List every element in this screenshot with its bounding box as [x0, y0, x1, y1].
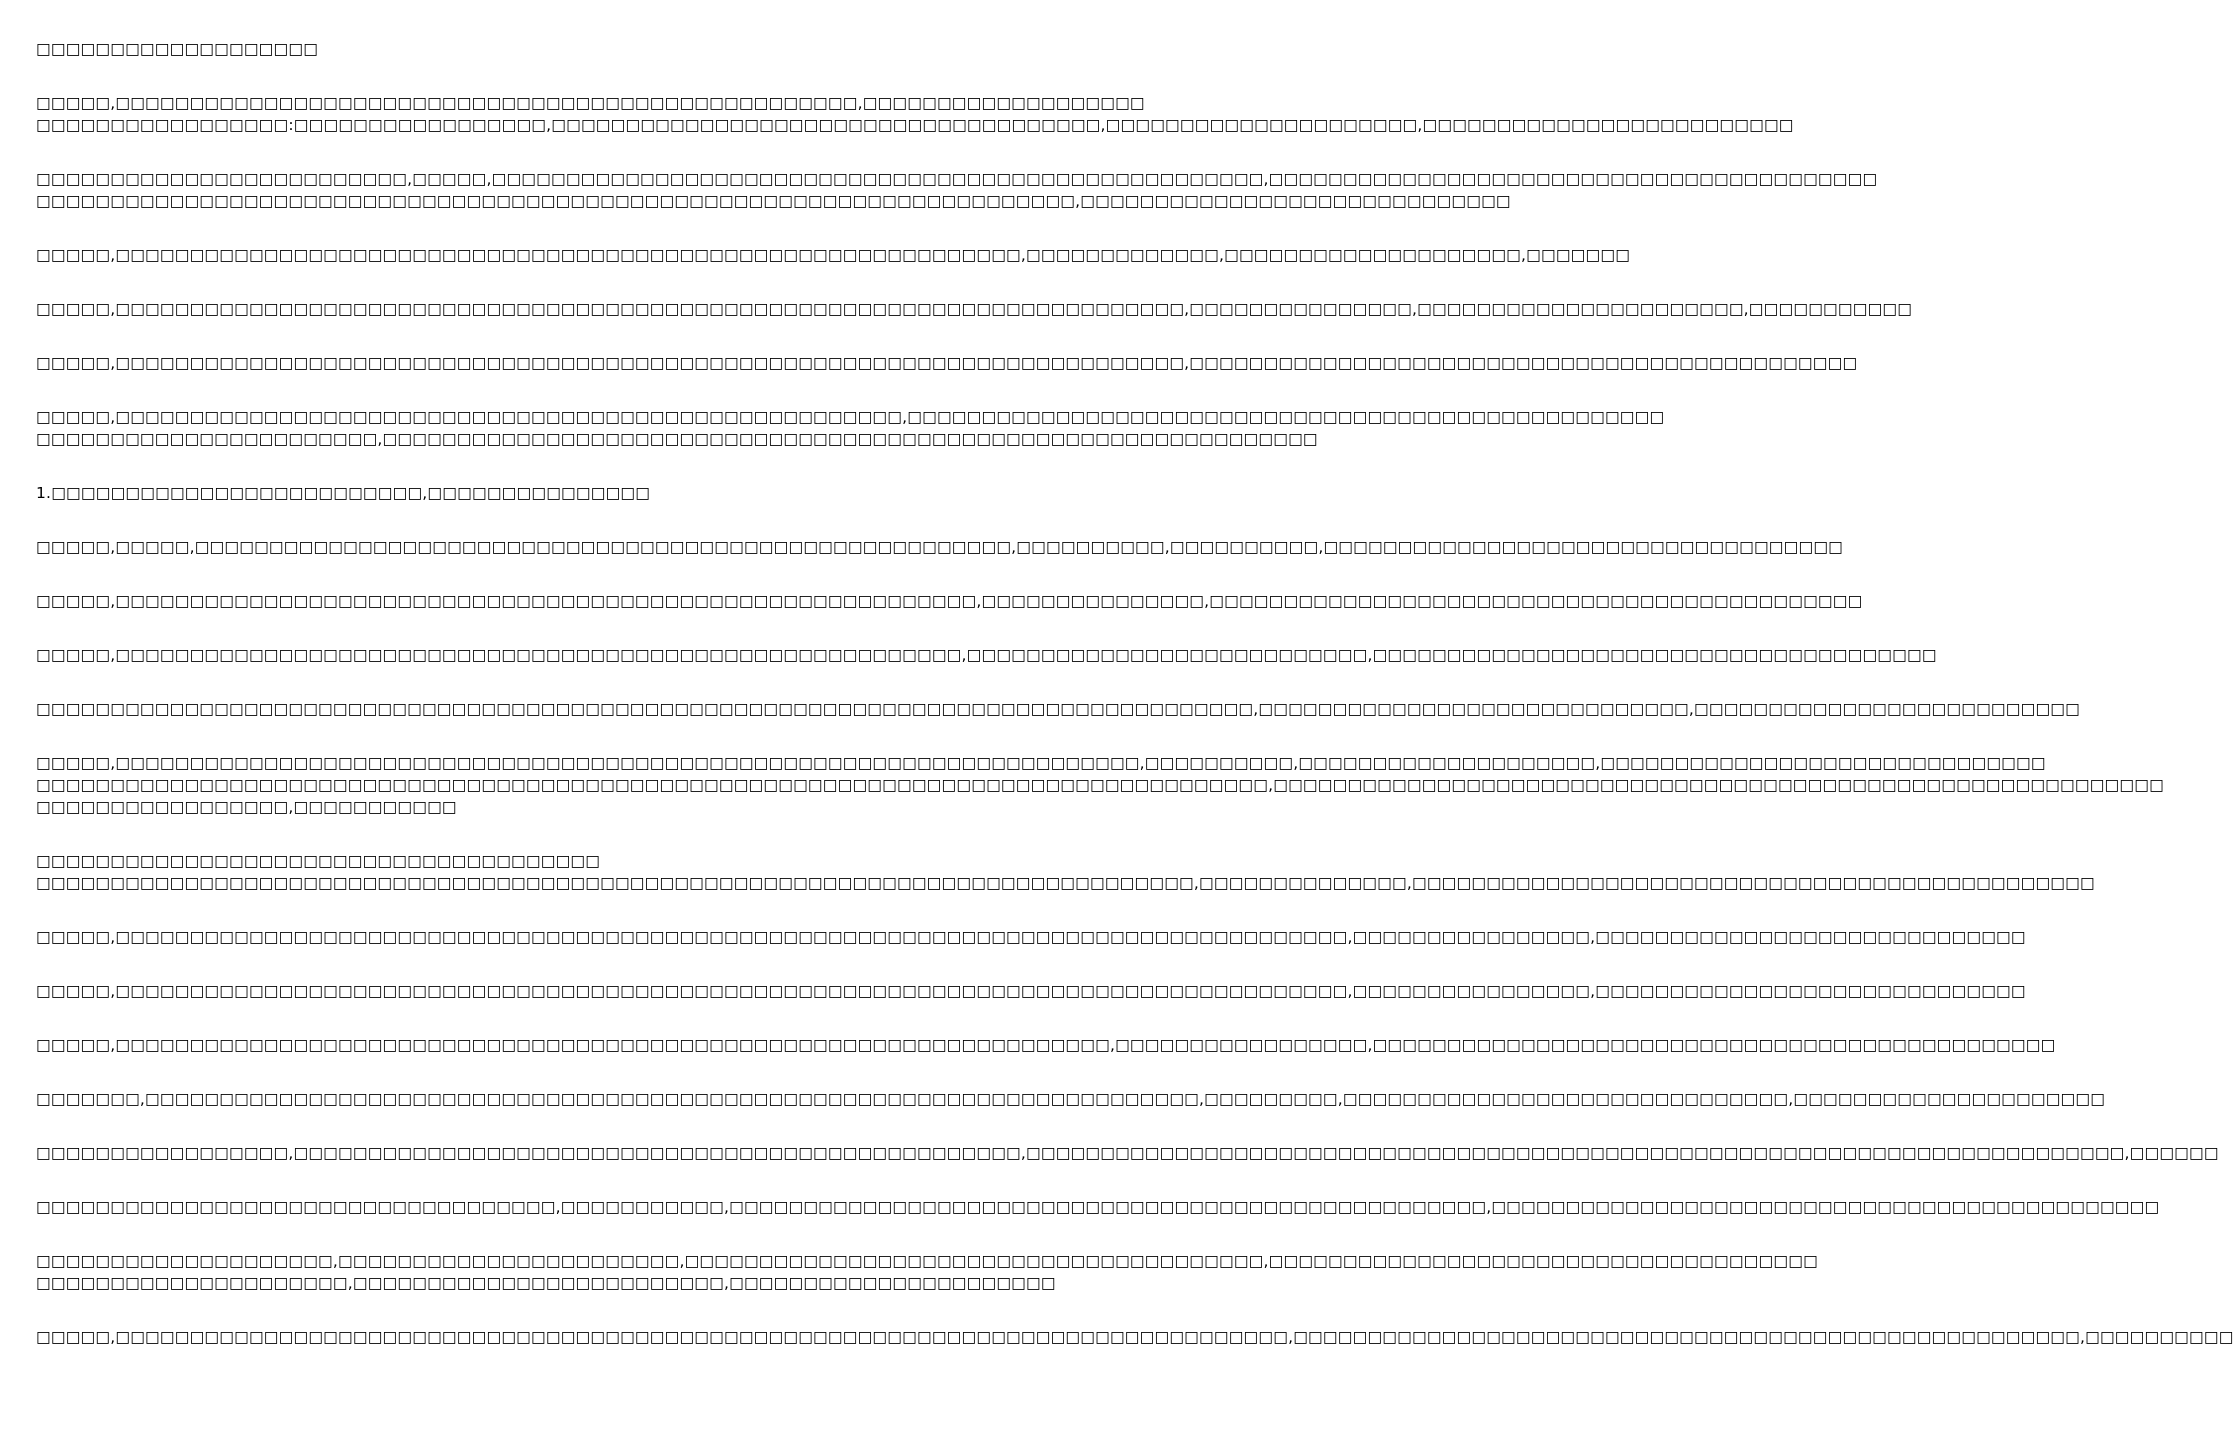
paragraph-gap [36, 818, 989, 850]
text-line: □□□□□□□□□□□□□□□□□□□□□,□□□□□□□□□□□□□□□□□□□□□□□□□,□□□□□□□□□□□□□□□□□□□□□□ [36, 1274, 1056, 1292]
paragraph-gap [36, 948, 989, 980]
paragraph-gap [36, 1002, 989, 1034]
document-title-line: □□□□□□□□□□□□□□□□□□□ [36, 40, 319, 58]
paragraph-gap [36, 666, 989, 698]
paragraph-gap [36, 212, 989, 244]
paragraph-gap [36, 266, 989, 298]
text-line: □□□□□□□□□□□□□□□□□□□□□□□□□□□□□□□□□□□,□□□□□□□□□□□,□□□□□□□□□□□□□□□□□□□□□□□□□□□□□□□□□□□□□□□□□□□□□□□□□□□,□□□□□□□□□□□□□□□□□□□□□□□□□□□□□□□□□□□□□□□□□□□□□ [36, 1198, 2160, 1216]
text-line: □□□□□□□□□□□□□□□□□□□□,□□□□□□□□□□□□□□□□□□□□□□□,□□□□□□□□□□□□□□□□□□□□□□□□□□□□□□□□□□□□□□□,□□□□□□□□□□□□□□□□□□□□□□□□□□□□□□□□□□□□□ [36, 1252, 1818, 1270]
paragraph-gap [36, 894, 989, 926]
text-line: □□□□□,□□□□□□□□□□□□□□□□□□□□□□□□□□□□□□□□□□□□□□□□□□□□□□□□□□□□□□□□□□□□□□□□□□□,□□□□□□□□□□□□□□□□□,□□□□□□□□□□□□□□□□□□□□□□□□□□□□□□□□□□□□□□□□□□□□□□ [36, 1036, 2056, 1054]
paragraph-gap [36, 450, 989, 482]
text-line: □□□□□,□□□□□□□□□□□□□□□□□□□□□□□□□□□□□□□□□□□□□□□□□□□□□□□□□□□□□,□□□□□□□□□□□□□□□□□□□□□□□□□□□□□□□□□□□□□□□□□□□□□□□□□□□ [36, 408, 1665, 426]
paragraph-gap [36, 612, 989, 644]
text-line: □□□□□,□□□□□□□□□□□□□□□□□□□□□□□□□□□□□□□□□□□□□□□□□□□□□□□□□□□□□□□□□□□□□,□□□□□□□□□□□□□,□□□□□□□□□□□□□□□□□□□□,□□□□□□□ [36, 246, 1631, 264]
paragraph-gap [36, 720, 989, 752]
text-line: □□□□□□□□□□□□□□□□□□□□□□□□□□□□□□□□□□□□□□□□□□□□□□□□□□□□□□□□□□□□□□□□□□□□□□□□□□□□□□□□□□□,□□□□□□□□□□□□□□□□□□□□□□□□□□□□□□□□□□□□□□□□□□□□□□□□□□□□□□□□□□□□ [36, 776, 2164, 794]
text-line: □□□□□□□□□□□□□□□□□□□□□□□□□□□□□□□□□□□□□□ [36, 852, 601, 870]
text-line: □□□□□,□□□□□□□□□□□□□□□□□□□□□□□□□□□□□□□□□□□□□□□□□□□□□□□□□□□□□□□□□□□□□□□□□□□□□□□□□□□□□□□□□□□,□□□□□□□□□□□□□□□□,□□□□□□□□□□□□□□□□□□□□□□□□□□□□□ [36, 928, 2026, 946]
text-line: □□□□□□□□□□□□□□□□□□□□□□□□□□□□□□□□□□□□□□□□□□□□□□□□□□□□□□□□□□□□□□□□□□□□□□,□□□□□□□□□□□□□□□□□□□□□□□□□□□□□ [36, 192, 1511, 210]
paragraph-gap [36, 136, 989, 168]
text-line: 1.□□□□□□□□□□□□□□□□□□□□□□□□□,□□□□□□□□□□□□□□□ [36, 484, 651, 502]
text-line: □□□□□□□,□□□□□□□□□□□□□□□□□□□□□□□□□□□□□□□□□□□□□□□□□□□□□□□□□□□□□□□□□□□□□□□□□□□□□□□,□□□□□□□□□,□□□□□□□□□□□□□□□□□□□□□□□□□□□□□□,□□□□□□□□□□□□□□□□□□□□□ [36, 1090, 2106, 1108]
text-line: □□□□□,□□□□□□□□□□□□□□□□□□□□□□□□□□□□□□□□□□□□□□□□□□□□□□□□□□□□□□□□□,□□□□□□□□□□□□□□□□□□□□□□□□□□□,□□□□□□□□□□□□□□□□□□□□□□□□□□□□□□□□□□□□□□ [36, 646, 1937, 664]
text-line: □□□□□,□□□□□□□□□□□□□□□□□□□□□□□□□□□□□□□□□□□□□□□□□□□□□□□□□□□□□□□□□□□□□□□□□□□□□□□□,□□□□□□□□□□□□□□□,□□□□□□□□□□□□□□□□□□□□□□,□□□□□□□□□□□ [36, 300, 1913, 318]
text-line: □□□□□,□□□□□□□□□□□□□□□□□□□□□□□□□□□□□□□□□□□□□□□□□□□□□□□□□□□□□□□□□□□□□□□□□□□□□□□□□□□□□□□□□□□,□□□□□□□□□□□□□□□□,□□□□□□□□□□□□□□□□□□□□□□□□□□□□□ [36, 982, 2026, 1000]
text-line: □□□□□□□□□□□□□□□□□:□□□□□□□□□□□□□□□□□,□□□□□□□□□□□□□□□□□□□□□□□□□□□□□□□□□□□□□,□□□□□□□□□□□□□□□□□□□□□,□□□□□□□□□□□□□□□□□□□□□□□□□ [36, 116, 1794, 134]
text-line: □□□□□,□□□□□□□□□□□□□□□□□□□□□□□□□□□□□□□□□□□□□□□□□□□□□□□□□□,□□□□□□□□□□□□□□□□□□□ [36, 94, 1145, 112]
text-line: □□□□□,□□□□□,□□□□□□□□□□□□□□□□□□□□□□□□□□□□□□□□□□□□□□□□□□□□□□□□□□□□□□□,□□□□□□□□□□,□□□□□□□□□□,□□□□□□□□□□□□□□□□□□□□□□□□□□□□□□□□□□□ [36, 538, 1844, 556]
text-line: □□□□□,□□□□□□□□□□□□□□□□□□□□□□□□□□□□□□□□□□□□□□□□□□□□□□□□□□□□□□□□□□□□□□□□□□□□□,□□□□□□□□□□,□□□□□□□□□□□□□□□□□□□□,□□□□□□□□□□□□□□□□□□□□□□□□□□□□□□ [36, 754, 2046, 772]
text-line: □□□□□,□□□□□□□□□□□□□□□□□□□□□□□□□□□□□□□□□□□□□□□□□□□□□□□□□□□□□□□□□□,□□□□□□□□□□□□□□□,□□□□□□□□□□□□□□□□□□□□□□□□□□□□□□□□□□□□□□□□□□□□ [36, 592, 1863, 610]
text-line: □□□□□,□□□□□□□□□□□□□□□□□□□□□□□□□□□□□□□□□□□□□□□□□□□□□□□□□□□□□□□□□□□□□□□□□□□□□□□□,□□□□□□□□□□□□□□□□□□□□□□□□□□□□□□□□□□□□□□□□□□□□□ [36, 354, 1858, 372]
text-line: □□□□□□□□□□□□□□□□□□□□□□□□□□□□□□□□□□□□□□□□□□□□□□□□□□□□□□□□□□□□□□□□□□□□□□□□□□□□□□,□□□□□□□□□□□□□□,□□□□□□□□□□□□□□□□□□□□□□□□□□□□□□□□□□□□□□□□□□□□□□ [36, 874, 2095, 892]
text-line: □□□□□□□□□□□□□□□□□,□□□□□□□□□□□□□□□□□□□□□□□□□□□□□□□□□□□□□□□□□□□□□□□□□,□□□□□□□□□□□□□□□□□□□□□□□□□□□□□□□□□□□□□□□□□□□□□□□□□□□□□□□□□□□□□□□□□□□□□□□□□□,□□□□□□ [36, 1144, 2219, 1162]
paragraph-gap [36, 1164, 989, 1196]
paragraph-gap [36, 60, 989, 92]
paragraph-gap [36, 1294, 989, 1326]
text-line: □□□□□,□□□□□□□□□□□□□□□□□□□□□□□□□□□□□□□□□□□□□□□□□□□□□□□□□□□□□□□□□□□□□□□□□□□□□□□□□□□□□□□,□□□□□□□□□□□□□□□□□□□□□□□□□□□□□□□□□□□□□□□□□□□□□□□□□□□□□,□□□□□□□□□□ [36, 1328, 2234, 1346]
paragraph-gap [36, 1218, 989, 1250]
paragraph-gap [36, 374, 989, 406]
paragraph-gap [36, 504, 989, 536]
paragraph-gap [36, 320, 989, 352]
text-line: □□□□□□□□□□□□□□□□□,□□□□□□□□□□□ [36, 798, 457, 816]
text-line: □□□□□□□□□□□□□□□□□□□□□□□□□,□□□□□,□□□□□□□□□□□□□□□□□□□□□□□□□□□□□□□□□□□□□□□□□□□□□□□□□□□□,□□□□□□□□□□□□□□□□□□□□□□□□□□□□□□□□□□□□□□□□□ [36, 170, 1878, 188]
paragraph-gap [36, 1056, 989, 1088]
document-body [36, 38, 2234, 1348]
paragraph-gap [36, 1110, 989, 1142]
text-line: □□□□□□□□□□□□□□□□□□□□□□□□□□□□□□□□□□□□□□□□□□□□□□□□□□□□□□□□□□□□□□□□□□□□□□□□□□□□□□□□□□,□□□□□□□□□□□□□□□□□□□□□□□□□□□□□,□□□□□□□□□□□□□□□□□□□□□□□□□□ [36, 700, 2080, 718]
paragraph-gap [36, 558, 989, 590]
text-line: □□□□□□□□□□□□□□□□□□□□□□□,□□□□□□□□□□□□□□□□□□□□□□□□□□□□□□□□□□□□□□□□□□□□□□□□□□□□□□□□□□□□□□□ [36, 430, 1318, 448]
